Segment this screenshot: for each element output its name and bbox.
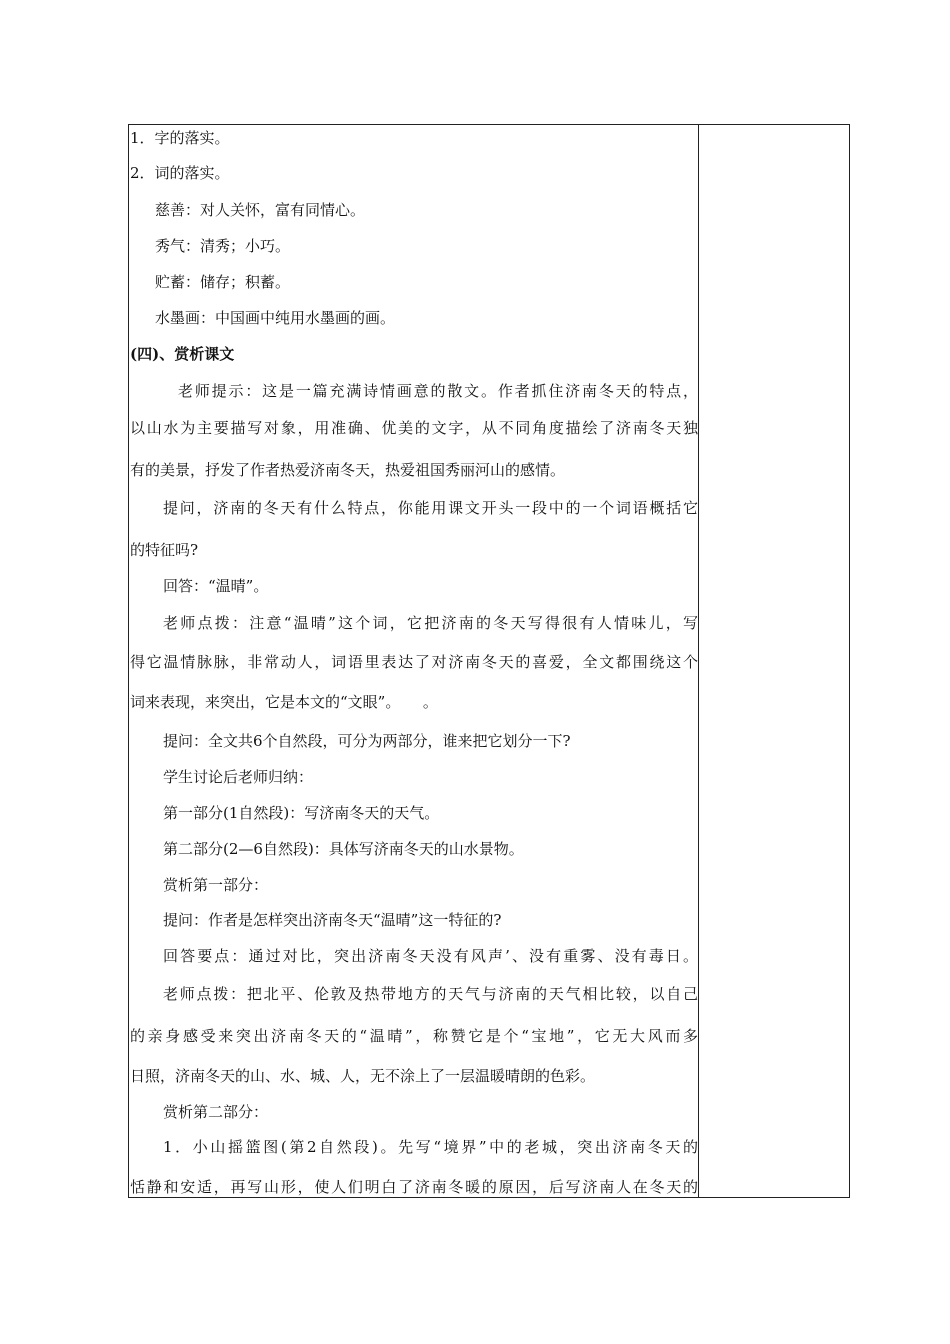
text-line: 提问：全文共6个自然段，可分为两部分，谁来把它划分一下? (163, 732, 571, 750)
text-line: 老师点拨：注意“温晴”这个词，它把济南的冬天写得很有人情味儿，写 (163, 614, 698, 632)
text-line: 回答要点：通过对比，突出济南冬天没有风声’、没有重雾、没有毒日。 (163, 947, 698, 965)
text-line: 日照，济南冬天的山、水、城、人，无不涂上了一层温暖晴朗的色彩。 (130, 1067, 596, 1085)
text-line: 回答：“温晴”。 (163, 577, 269, 595)
text-line: 1．字的落实。 (130, 129, 230, 147)
text-line: 1．小山摇篮图(第2自然段)。先写“境界”中的老城，突出济南冬天的 (163, 1138, 698, 1156)
text-line: 学生讨论后老师归纳： (163, 768, 314, 786)
text-line: 恬静和安适，再写山形，使人们明白了济南冬暖的原因，后写济南人在冬天的 (130, 1178, 698, 1196)
text-line: 水墨画：中国画中纯用水墨画的画。 (155, 309, 396, 327)
text-line: 第一部分(1自然段)：写济南冬天的天气。 (163, 804, 440, 822)
text-line: 老师提示：这是一篇充满诗情画意的散文。作者抓住济南冬天的特点， (178, 382, 698, 400)
text-line: 老师点拨：把北平、伦敦及热带地方的天气与济南的天气相比较，以自己 (163, 985, 698, 1003)
text-line: 慈善：对人关怀，富有同情心。 (155, 201, 366, 219)
column-divider (698, 124, 699, 1198)
text-line: 赏析第二部分： (163, 1103, 269, 1121)
text-line: 以山水为主要描写对象，用准确、优美的文字，从不同角度描绘了济南冬天独 (130, 419, 698, 437)
text-line: 2．词的落实。 (130, 164, 230, 182)
text-line: 得它温情脉脉，非常动人，词语里表达了对济南冬天的喜爱，全文都围绕这个 (130, 653, 698, 671)
text-line: 有的美景，抒发了作者热爱济南冬天，热爱祖国秀丽河山的感情。 (130, 461, 566, 479)
text-line: 提问，济南的冬天有什么特点，你能用课文开头一段中的一个词语概括它 (163, 499, 698, 517)
text-line: 提问：作者是怎样突出济南冬天“温晴”这一特征的? (163, 911, 502, 929)
text-line: 第二部分(2—6自然段)：具体写济南冬天的山水景物。 (163, 840, 524, 858)
text-line: 词来表现，来突出，它是本文的“文眼”。 。 (130, 693, 438, 711)
text-line: 秀气：清秀；小巧。 (155, 237, 291, 255)
text-line: 的亲身感受来突出济南冬天的“温晴”，称赞它是个“宝地”，它无大风而多 (130, 1027, 698, 1045)
text-line: 贮蓄：储存；积蓄。 (155, 273, 291, 291)
text-line: 赏析第一部分： (163, 876, 269, 894)
text-line: 的特征吗? (130, 541, 199, 559)
section-heading: (四)、赏析课文 (130, 345, 235, 363)
